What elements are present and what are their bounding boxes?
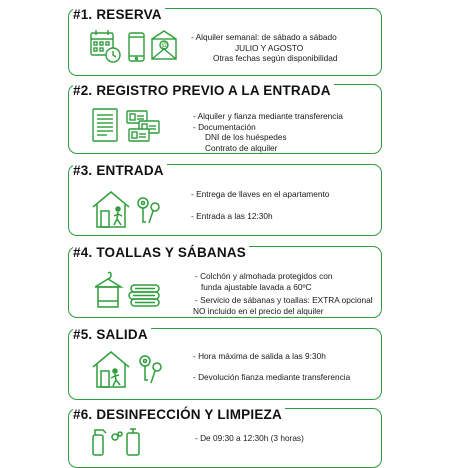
svg-text:@: @: [161, 42, 169, 50]
section-title: #2. REGISTRO PREVIO A LA ENTRADA: [73, 84, 334, 98]
info-line: - Colchón y almohada protegidos con: [195, 271, 333, 281]
smartphone-icon: [129, 33, 144, 61]
house-leaving-icon: [93, 352, 129, 387]
house-entering-icon: [93, 192, 129, 227]
section-title: #4. TOALLAS Y SÁBANAS: [73, 246, 249, 260]
info-line: - Alquiler semanal: de sábado a sábado: [191, 32, 337, 42]
section-title: #5. SALIDA: [73, 328, 151, 342]
info-line: - De 09:30 a 12:30h (3 horas): [195, 433, 304, 443]
info-line: JULIO Y AGOSTO: [235, 42, 304, 53]
email-envelope-icon: [152, 31, 176, 59]
document-icon: [93, 109, 117, 141]
keys-icon: [138, 198, 159, 223]
section-desinfeccion-limpieza: [68, 408, 382, 468]
info-line: Otras fechas según disponibilidad: [213, 53, 338, 64]
info-line: - Hora máxima de salida a las 9:30h: [193, 351, 326, 361]
section-title: #3. ENTRADA: [73, 164, 167, 178]
section-entrada: [68, 164, 382, 236]
section-title: #6. DESINFECCIÓN Y LIMPIEZA: [73, 408, 285, 422]
calendar-clock-icon: [91, 30, 120, 62]
section-salida: [68, 328, 382, 400]
info-line: Contrato de alquiler: [205, 142, 278, 153]
info-line: - Servicio de sábanas y toallas: EXTRA opcional: [195, 295, 373, 305]
section-toallas-sabanas: [68, 246, 382, 318]
section-reserva: [68, 8, 382, 76]
section-registro-previo: [68, 84, 382, 154]
info-line: - Devolución fianza mediante transferencia: [193, 372, 351, 382]
info-line: funda ajustable lavada a 60ºC: [201, 281, 312, 292]
info-line: - Alquiler y fianza mediante transferencia: [193, 111, 343, 121]
info-line: DNI de los huéspedes: [205, 132, 287, 143]
section-title: #1. RESERVA: [73, 8, 165, 22]
keys-icon: [140, 356, 161, 383]
info-line: - Entrega de llaves en el apartamento: [191, 189, 330, 199]
id-cards-icon: [127, 111, 159, 141]
cleaning-supplies-icon: [93, 429, 139, 455]
info-line: - Entrada a las 12:30h: [191, 211, 273, 221]
info-line: NO incluido en el precio del alquiler: [193, 305, 324, 316]
folded-towels-icon: [129, 285, 159, 306]
towel-hanger-icon: [95, 272, 121, 307]
info-line: - Documentación: [193, 121, 256, 132]
